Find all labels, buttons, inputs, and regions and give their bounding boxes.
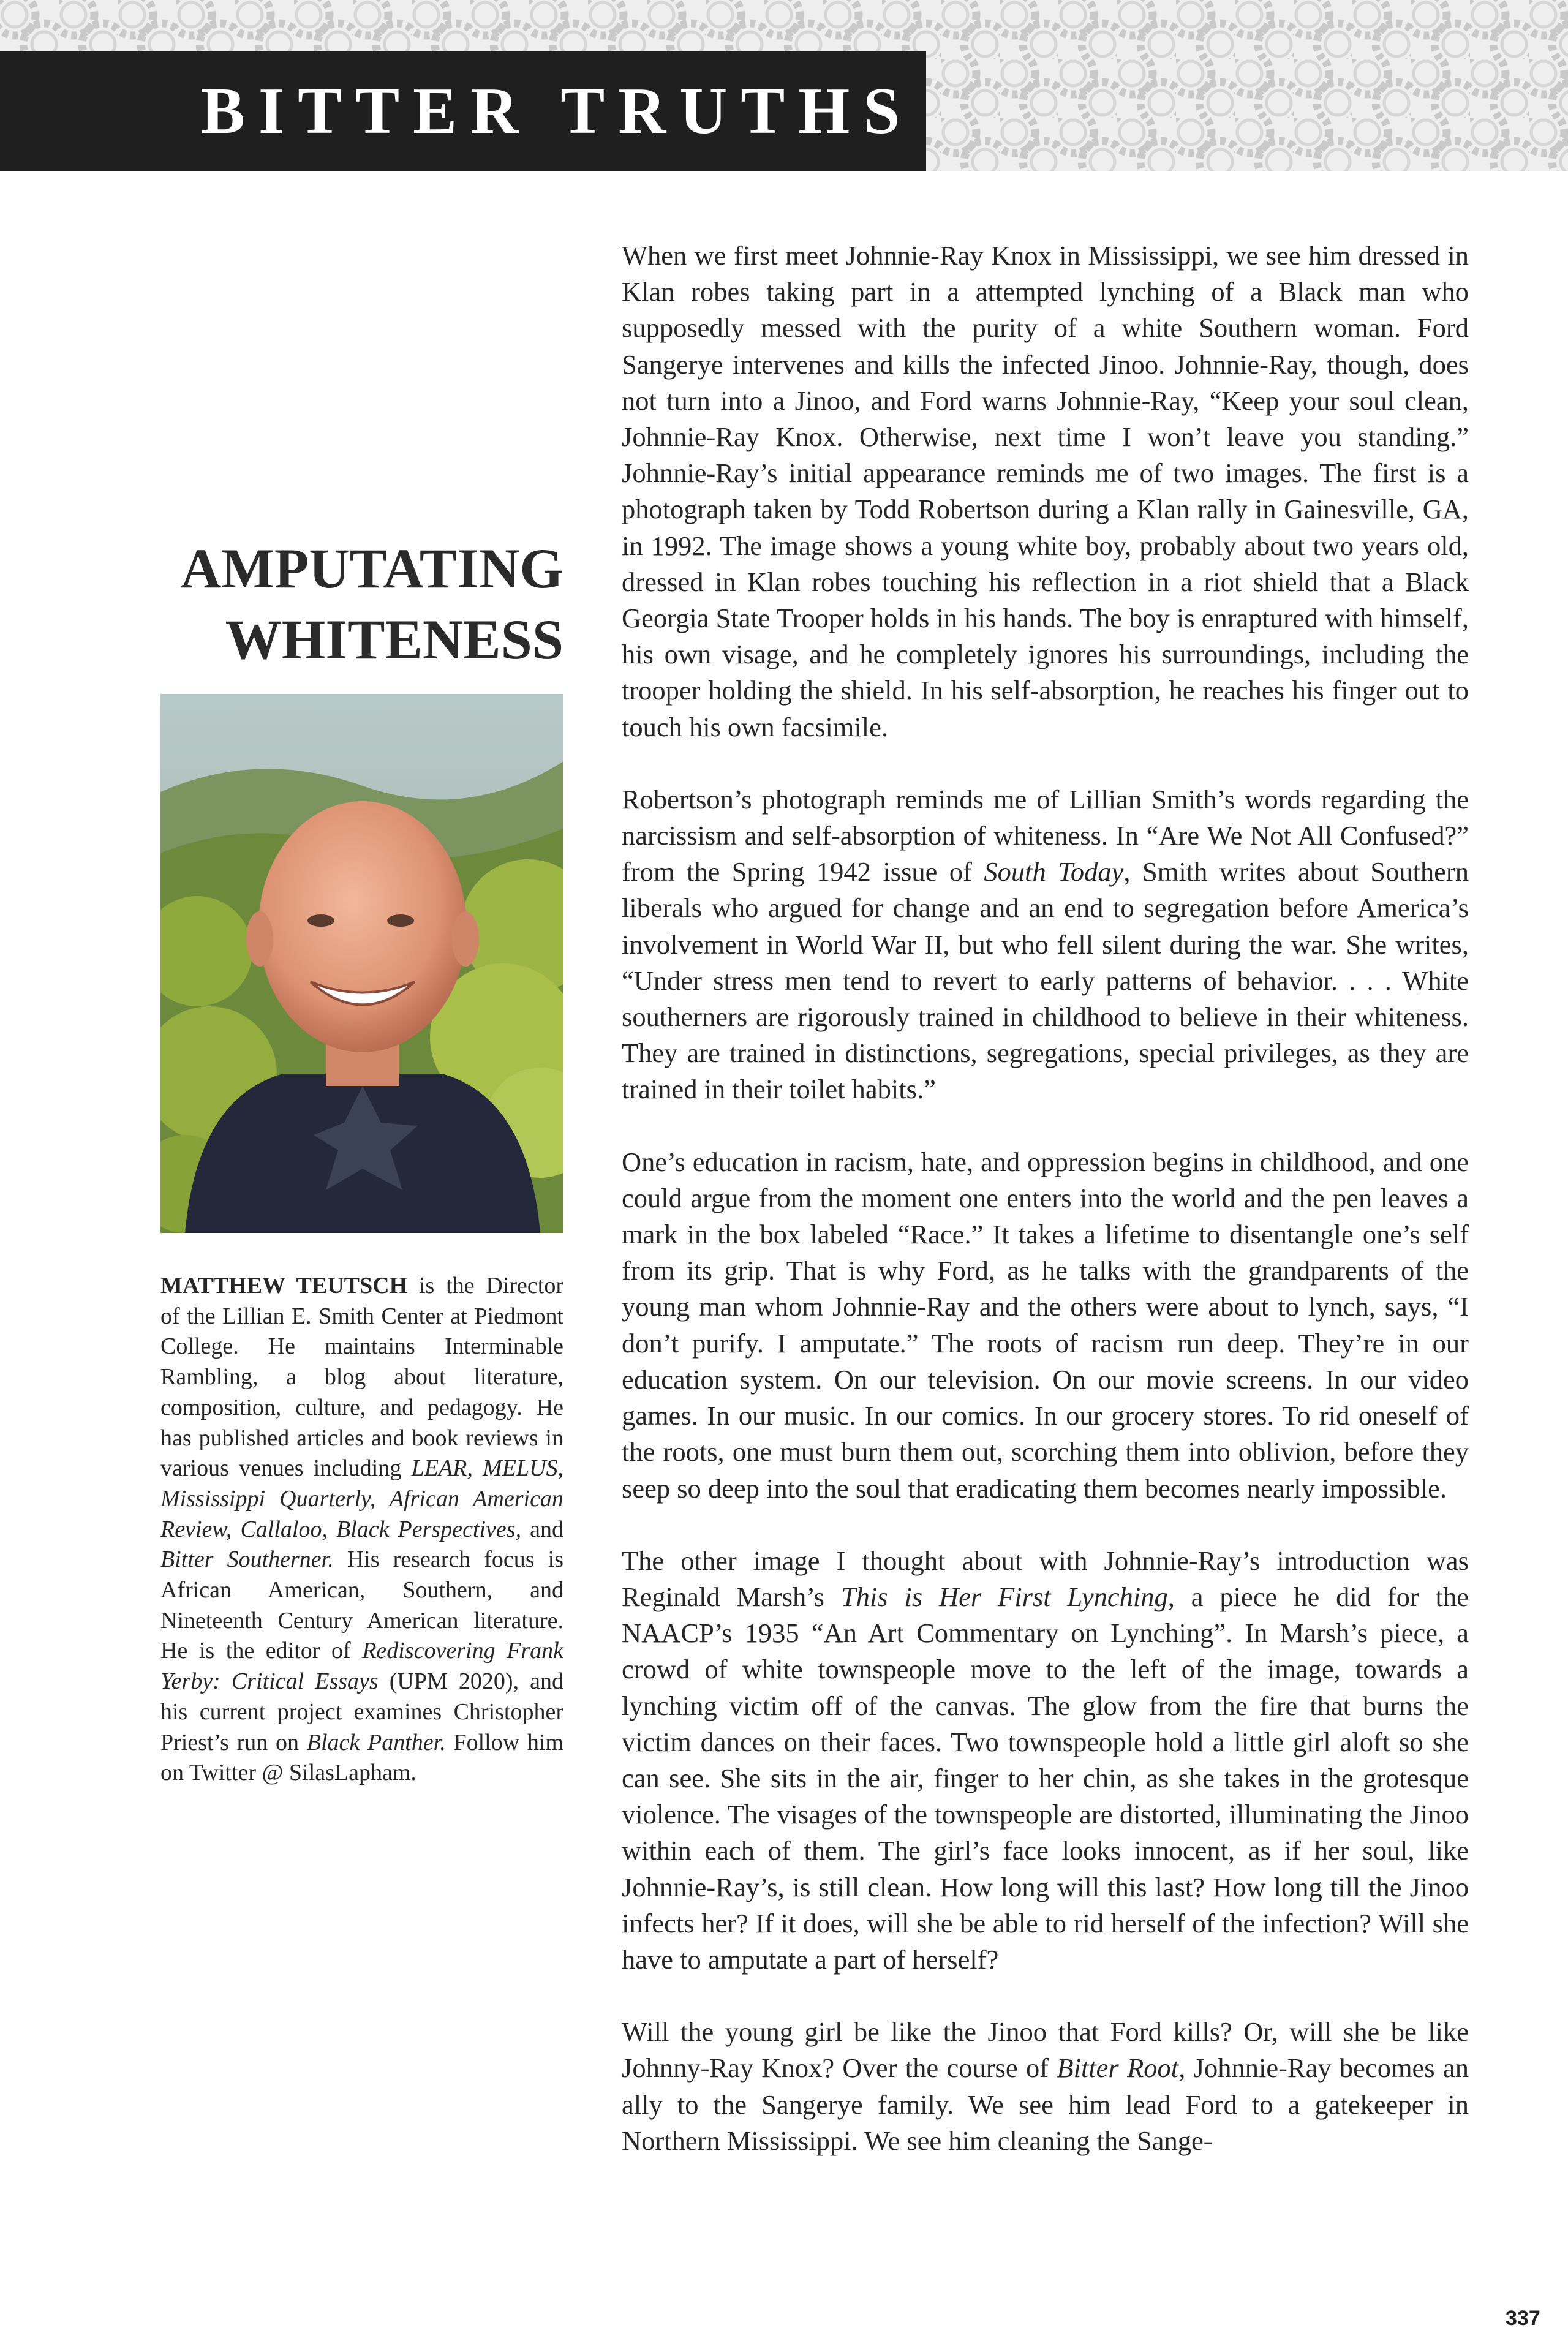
article-title-line1: AMPUTATING	[180, 537, 564, 600]
bio-venue: Bitter Southerner.	[160, 1547, 334, 1573]
comic-title: Bitter Root	[1057, 2052, 1179, 2084]
bio-text: Follow him on Twitter @ SilasLapham.	[160, 1729, 564, 1786]
bio-text: and	[521, 1516, 564, 1542]
article-title	[123, 533, 564, 675]
section-banner	[0, 51, 926, 172]
bio-text: (UPM 2020), and his current project examines Christopher Priest’s run on	[160, 1668, 564, 1755]
page-number: 337	[1506, 2307, 1540, 2330]
bio-text: His research focus is African American, Southern, and Nineteenth Century American literature. He is the editor of	[160, 1547, 564, 1664]
section-title: BITTER TRUTHS	[201, 75, 914, 148]
body-paragraph: Robertson’s photograph reminds me of Lillian Smith’s words regarding the narcissism and self-absorption of whiteness. In “Are We Not All Confused?” from the Spring 1942 issue of South Today, Smith writes about Southern liberals who argued for change and an end to segregation before America’s involvement in World War II, but who fell silent during the war. She writes, “Under stress men tend to revert to early patterns of behavior. . . . White southerners are rigorously trained in childhood to believe in their whiteness. They are trained in distinctions, segregations, special privileges, as they are trained in their toilet habits.”	[622, 783, 1469, 1105]
article-body	[622, 238, 1469, 2195]
bio-comic-title: Black Panther.	[306, 1729, 446, 1755]
author-photo	[160, 694, 564, 1233]
body-paragraph: When we first meet Johnnie-Ray Knox in Mississippi, we see him dressed in Klan robes taking part in a attempted lynching of a Black man who supposedly messed with the purity of a white Southern woman. Ford Sangerye intervenes and kills the infected Jinoo. Johnnie-Ray, though, does not turn into a Jinoo, and Ford warns Johnnie-Ray, “Keep your soul clean, Johnnie-Ray Knox. Otherwise, next time I won’t leave you standing.” Johnnie-Ray’s initial appearance reminds me of two images. The first is a photograph taken by Todd Robertson during a Klan rally in Gainesville, GA, in 1992. The image shows a young white boy, probably about two years old, dressed in Klan robes touching his reflection in a riot shield that a Black Georgia State Trooper holds in his hands. The boy is enraptured with himself, his own visage, and he completely ignores his surroundings, including the trooper holding the shield. In his self-absorption, he reaches his finger out to touch his own facsimile.	[622, 240, 1469, 742]
body-paragraph: The other image I thought about with Johnnie-Ray’s introduction was Reginald Marsh’s This is Her First Lynching, a piece he did for the NAACP’s 1935 “An Art Commentary on Lynching”. In Marsh’s piece, a crowd of white townspeople move to the left of the image, towards a lynching victim off of the canvas. The glow from the fire that burns the victim dances on their faces. Two townspeople hold a little girl aloft so she can see. She sits in the air, finger to her chin, as she takes in the grotesque violence. The visages of the townspeople are distorted, illuminating the Jinoo within each of them. The girl’s face looks innocent, as if her soul, like Johnnie-Ray’s, is still clean. How long will this last? How long till the Jinoo infects her? If it does, will she be able to rid herself of the infection? Will she have to amputate a part of herself?	[622, 1545, 1469, 1975]
body-paragraph: One’s education in racism, hate, and oppression begins in childhood, and one could argue from the moment one enters into the world and the pen leaves a mark in the box labeled “Race.” It takes a lifetime to disentangle one’s self from its grip. That is why Ford, as he talks with the grandparents of the young man whom Johnnie-Ray and the others were about to lynch, says, “I don’t purify. I amputate.” The roots of racism run deep. They’re in our education system. On our television. On our movie screens. In our video games. In our music. In our comics. In our grocery stores. To rid oneself of the roots, one must burn them out, scorching them into oblivion, before they seep so deep into the soul that eradicating them becomes nearly impossible.	[622, 1146, 1469, 1504]
bio-venues: LEAR, MELUS, Mississippi Quarterly, African American Review, Callaloo, Black Perspectives,	[160, 1455, 564, 1542]
body-paragraph: Will the young girl be like the Jinoo that Ford kills? Or, will she be like Johnny-Ray Knox? Over the course of Bitter Root, Johnnie-Ray becomes an ally to the Sangerye family. We see him lead Ford to a gatekeeper in Northern Mississippi. We see him cleaning the Sange-	[622, 2016, 1469, 2156]
artwork-title: This is Her First Lynching	[840, 1581, 1168, 1612]
article-title-line2: WHITENESS	[225, 608, 564, 671]
bio-text: is the Director of the Lillian E. Smith Center at Piedmont College. He maintains Interminable Rambling, a blog about literature, composition, culture, and pedagogy. He has published articles and book reviews in various venues including	[160, 1273, 564, 1482]
author-name: MATTHEW TEUTSCH	[160, 1273, 408, 1298]
publication-title: South Today	[984, 856, 1124, 888]
author-bio	[160, 1271, 564, 1789]
bio-book-title: Rediscovering Frank Yerby: Critical Essays	[160, 1638, 564, 1695]
